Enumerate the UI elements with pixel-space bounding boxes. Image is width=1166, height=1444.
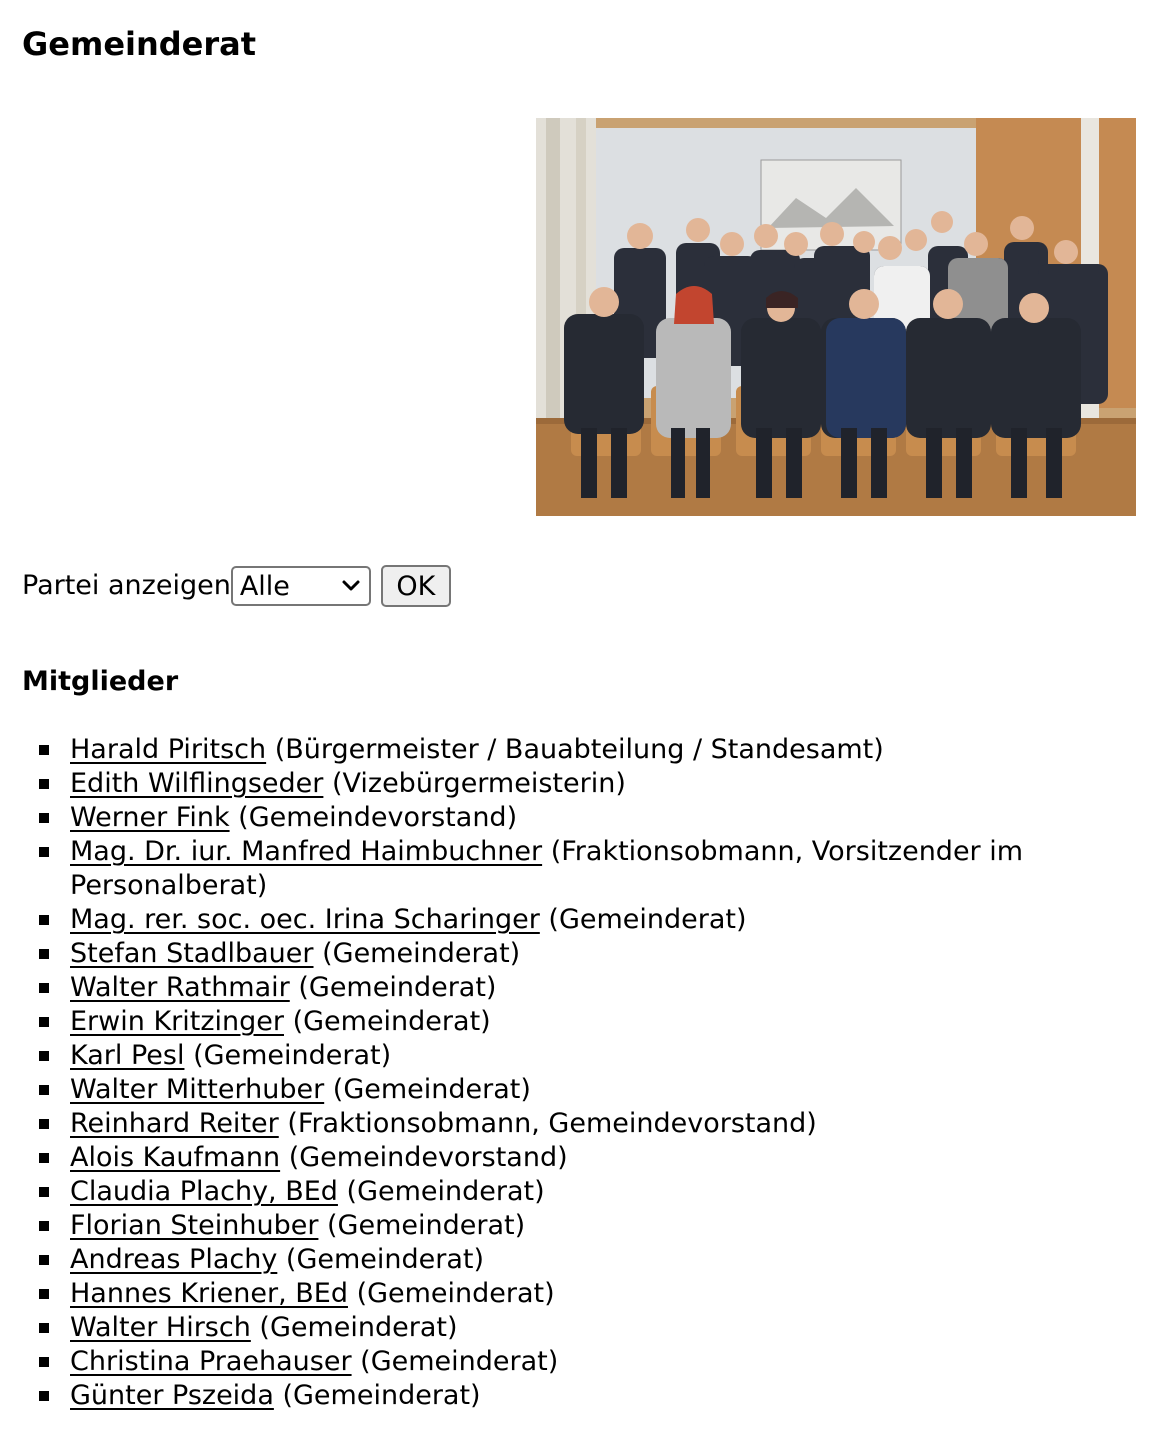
bullet-icon bbox=[39, 1357, 49, 1367]
bullet-icon bbox=[39, 1289, 49, 1299]
list-item bbox=[22, 903, 1092, 937]
ok-button[interactable]: OK bbox=[381, 565, 451, 607]
bullet-icon bbox=[39, 1153, 49, 1163]
member-role: (Bürgermeister / Bauabteilung / Standesamt) bbox=[274, 734, 884, 765]
bullet-icon bbox=[39, 915, 49, 925]
bullet-icon bbox=[39, 983, 49, 993]
member-link[interactable]: Mag. rer. soc. oec. Irina Scharinger bbox=[70, 904, 540, 935]
list-item bbox=[22, 1277, 1092, 1311]
member-link[interactable]: Harald Piritsch bbox=[70, 734, 267, 765]
list-item bbox=[22, 1243, 1092, 1277]
list-item bbox=[22, 937, 1092, 971]
chevron-down-icon bbox=[341, 579, 361, 593]
list-item bbox=[22, 1175, 1092, 1209]
bullet-icon bbox=[39, 1391, 49, 1401]
member-link[interactable]: Florian Steinhuber bbox=[70, 1210, 319, 1241]
bullet-icon bbox=[39, 1187, 49, 1197]
member-role: (Gemeinderat) bbox=[356, 1278, 555, 1309]
member-role: (Fraktionsobmann, Vorsitzender im Personalberat) bbox=[70, 836, 1024, 901]
bullet-icon bbox=[39, 847, 49, 857]
member-role: (Gemeinderat) bbox=[346, 1176, 545, 1207]
member-link[interactable]: Hannes Kriener, BEd bbox=[70, 1278, 348, 1309]
member-role: (Vizebürgermeisterin) bbox=[331, 768, 626, 799]
bullet-icon bbox=[39, 745, 49, 755]
bullet-icon bbox=[39, 1085, 49, 1095]
member-role: (Gemeinderat) bbox=[298, 972, 497, 1003]
member-link[interactable]: Claudia Plachy, BEd bbox=[70, 1176, 338, 1207]
member-role: (Gemeinderat) bbox=[360, 1346, 559, 1377]
list-item bbox=[22, 733, 1092, 767]
list-item bbox=[22, 1345, 1092, 1379]
list-item bbox=[22, 801, 1092, 835]
bullet-icon bbox=[39, 1221, 49, 1231]
member-link[interactable]: Walter Hirsch bbox=[70, 1312, 251, 1343]
member-link[interactable]: Walter Rathmair bbox=[70, 972, 290, 1003]
page-title: Gemeinderat bbox=[22, 25, 257, 63]
member-role: (Gemeinderat) bbox=[193, 1040, 392, 1071]
list-item bbox=[22, 1073, 1092, 1107]
member-role: (Gemeinderat) bbox=[292, 1006, 491, 1037]
member-link[interactable]: Reinhard Reiter bbox=[70, 1108, 279, 1139]
bullet-icon bbox=[39, 1051, 49, 1061]
group-photo bbox=[536, 118, 1136, 516]
member-role: (Gemeinderat) bbox=[282, 1380, 481, 1411]
bullet-icon bbox=[39, 1119, 49, 1129]
list-item bbox=[22, 1311, 1092, 1345]
member-link[interactable]: Werner Fink bbox=[70, 802, 230, 833]
list-item bbox=[22, 1039, 1092, 1073]
list-item bbox=[22, 767, 1092, 801]
list-item bbox=[22, 1107, 1092, 1141]
member-link[interactable]: Günter Pszeida bbox=[70, 1380, 274, 1411]
member-link[interactable]: Edith Wilflingseder bbox=[70, 768, 324, 799]
bullet-icon bbox=[39, 1255, 49, 1265]
list-item bbox=[22, 1005, 1092, 1039]
member-role: (Gemeinderat) bbox=[327, 1210, 526, 1241]
member-link[interactable]: Erwin Kritzinger bbox=[70, 1006, 284, 1037]
member-link[interactable]: Christina Praehauser bbox=[70, 1346, 352, 1377]
member-role: (Gemeindevorstand) bbox=[238, 802, 518, 833]
member-link[interactable]: Andreas Plachy bbox=[70, 1244, 278, 1275]
members-list bbox=[22, 733, 1092, 1413]
member-role: (Gemeinderat) bbox=[322, 938, 521, 969]
member-link[interactable]: Alois Kaufmann bbox=[70, 1142, 281, 1173]
member-link[interactable]: Stefan Stadlbauer bbox=[70, 938, 314, 969]
list-item bbox=[22, 971, 1092, 1005]
party-select-value: Alle bbox=[239, 570, 290, 602]
member-link[interactable]: Mag. Dr. iur. Manfred Haimbuchner bbox=[70, 836, 543, 867]
list-item bbox=[22, 1141, 1092, 1175]
member-role: (Gemeinderat) bbox=[285, 1244, 485, 1275]
party-filter-label: Partei anzeigen bbox=[22, 570, 231, 601]
member-link[interactable]: Karl Pesl bbox=[70, 1040, 185, 1071]
bullet-icon bbox=[39, 1017, 49, 1027]
member-role: (Gemeindevorstand) bbox=[288, 1142, 568, 1173]
list-item bbox=[22, 1209, 1092, 1243]
list-item bbox=[22, 1379, 1092, 1413]
party-filter-form bbox=[22, 565, 451, 607]
list-item bbox=[22, 835, 1092, 903]
bullet-icon bbox=[39, 779, 49, 789]
member-role: (Gemeinderat) bbox=[259, 1312, 458, 1343]
bullet-icon bbox=[39, 1323, 49, 1333]
member-role: (Fraktionsobmann, Gemeindevorstand) bbox=[287, 1108, 817, 1139]
party-select[interactable] bbox=[231, 566, 371, 606]
member-role: (Gemeinderat) bbox=[548, 904, 747, 935]
member-link[interactable]: Walter Mitterhuber bbox=[70, 1074, 325, 1105]
bullet-icon bbox=[39, 949, 49, 959]
members-heading: Mitglieder bbox=[22, 666, 179, 697]
member-role: (Gemeinderat) bbox=[332, 1074, 531, 1105]
bullet-icon bbox=[39, 813, 49, 823]
